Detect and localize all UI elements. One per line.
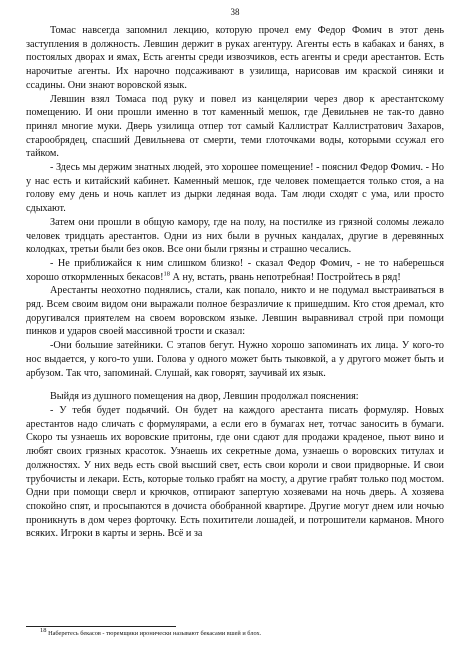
paragraph: Выйдя из душного помещения на двор, Левшин продолжал пояснения: — [50, 391, 359, 403]
paragraph: Затем они прошли в общую камору, где на полу, на постилке из грязной соломы лежало человек тридцать арестантов. Одни из них были в ручных кандалах, другие в деревянных колодках, третьи были без оков. Все они были грязны и страшно чесались. — [26, 216, 444, 256]
footnote-marker: 18 — [163, 270, 170, 278]
paragraph-with-footnote — [26, 257, 444, 284]
body-text — [26, 24, 444, 541]
page-number: 38 — [230, 7, 240, 17]
footnote-text: Наберетесь бекасов - тюремщики иронически называют бекасами вшей и блох. — [48, 630, 262, 637]
footnote-divider — [26, 626, 176, 627]
paragraph: -Они большие затейники. С этапов бегут. Нужно хорошо запоминать их лица. У кого-то нос выдается, у кого-то уши. Голова у одного может быть тыковкой, а у другого может быть и арбузом. Так что, запоминай. Слушай, как говорят, заучивай их язык. — [26, 340, 444, 379]
paragraph: Арестанты неохотно поднялись, стали, как попало, никто и не подумал выстраиваться в ряд. Всем своим видом они выражали полное безразличие к пришедшим. Кто стоя дремал, кто доругивался приятелем на своем воровском языке. Левшин выравнивал строй при помощи пинков и ударов своей массивной трости и сказал: — [26, 285, 444, 338]
paragraph: Левшин взял Томаса под руку и повел из канцелярии через двор к арестантскому помещению. И они прошли именно в тот каменный мешок, где Девильнев не так-то давно принял многие муки. Дверь узилища отпер тот самый Каллистрат Каллистратович Захаров, старообрядец, спасший Девильнева от смерти, теми глоточками воды, которыми ссужал его тайком. — [26, 93, 444, 160]
paragraph: - Здесь мы держим знатных людей, это хорошее помещение! - пояснил Федор Фомич. - Но у нас есть и китайский кабинет. Каменный мешок, где человек помещается только стоя, а на голову ему день и ночь каплет из дырки ледяная вода. Там люди сходят с ума, или просто сдыхают. — [26, 162, 444, 215]
paragraph-text: - Не приближайся к ним слишком близко! - сказал Федор Фомич, - не то наберешься хорошо откормленных бекасов! — [26, 257, 444, 283]
paragraph-spacer — [26, 380, 444, 390]
paragraph-text-tail: А ну, встать, рвань непотребная! Постройтесь в ряд! — [170, 271, 401, 283]
footnote-number: 18 — [40, 626, 47, 634]
paragraph: - У тебя будет подьячий. Он будет на каждого арестанта писать формуляр. Новых арестантов надо сличать с формулярами, а если его в бумагах нет, тотчас заносить в бумаги. Скоро ты узнаешь их воровские притоны, где они сдают для продажи краденое, пьют вино и любят своих грязных красоток. Узнаешь их секретные дома, узнаешь о воровских титулах и должностях. У них ведь есть свой высший свет, есть свои короли и свои придворные. И свои трубочисты и лекари. Есть, которые только грабят на мосту, а другие грабят только под мостом. Одни при помощи сверл и крючков, отпирают запертую хозяевами на ночь дверь. А хозяева спокойно спят, и просыпаются в дочиста обобранной квартире. Другие могут днем или ночью проникнуть в дом через форточку. Есть похитители лошадей, и потрошители карманов. Много всяких. Игроки в карты и зернь. Всё и за — [26, 404, 444, 540]
paragraph: Томас навсегда запомнил лекцию, которую прочел ему Федор Фомич в этот день заступления в должность. Левшин держит в руках агентуру. Агенты есть в кабаках и банях, в постоялых дворах и ямах, Есть агенты среди извозчиков, есть агенты и среди арестантов. Есть нарочитые агенты. Их нарочно подсаживают в узилища, нарисовав им краской синяки и ссадины. Они знают воровской язык. — [26, 25, 444, 91]
footnote — [40, 626, 444, 638]
